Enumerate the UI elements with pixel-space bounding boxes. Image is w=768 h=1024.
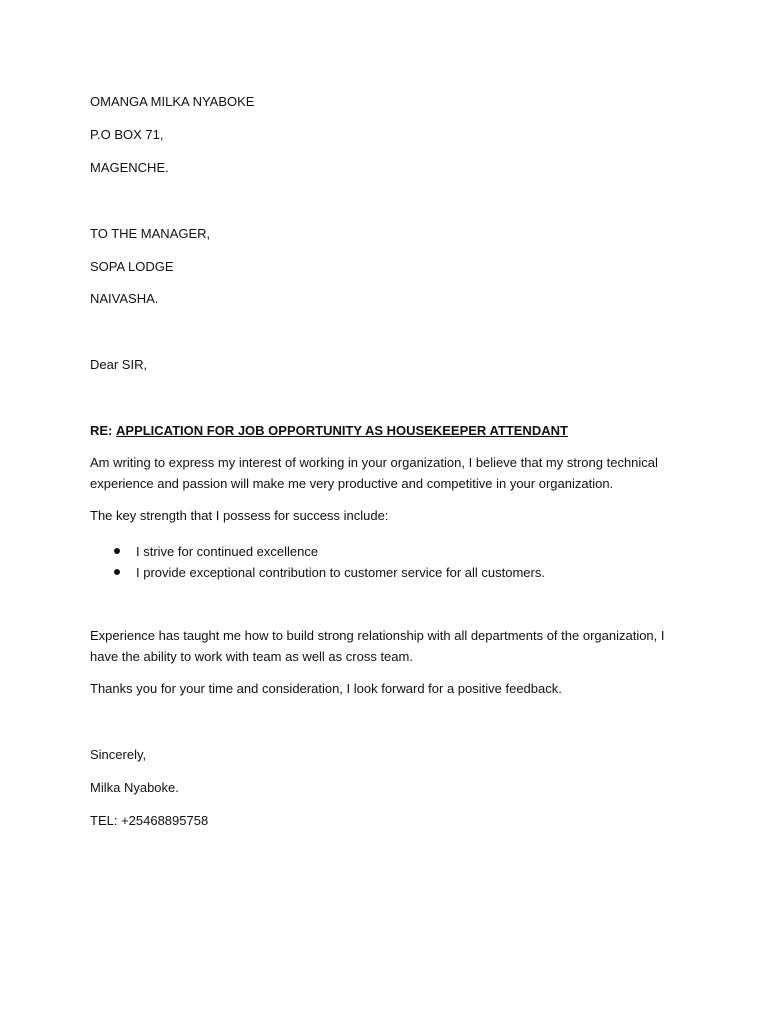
intro-paragraph: Am writing to express my interest of working in your organization, I believe that my strong technical experience and passion will make me very productive and competitive in your organization.	[90, 455, 658, 491]
subject-label: RE:	[90, 423, 113, 438]
signature-name: Milka Nyaboke.	[90, 780, 179, 795]
list-item	[90, 541, 690, 562]
recipient-town: NAIVASHA.	[90, 291, 159, 306]
telephone: TEL: +25468895758	[90, 813, 209, 828]
list-item-text: I provide exceptional contribution to customer service for all customers.	[136, 565, 545, 580]
sender-name: OMANGA MILKA NYABOKE	[90, 94, 255, 109]
bullet-icon	[114, 548, 120, 554]
thanks-paragraph: Thanks you for your time and consideration, I look forward for a positive feedback.	[90, 681, 562, 696]
experience-paragraph: Experience has taught me how to build strong relationship with all departments of the organization, I have the ability to work with team as well as cross team.	[90, 628, 665, 664]
list-item-text: I strive for continued excellence	[136, 544, 319, 559]
recipient-company: SOPA LODGE	[90, 259, 174, 274]
bullet-icon	[114, 569, 120, 575]
sender-po-box: P.O BOX 71,	[90, 127, 164, 142]
subject-line	[90, 423, 568, 439]
strengths-intro: The key strength that I possess for success include:	[90, 508, 389, 523]
strengths-list	[90, 541, 690, 583]
closing-signoff: Sincerely,	[90, 747, 147, 762]
sender-town: MAGENCHE.	[90, 160, 169, 175]
recipient-title: TO THE MANAGER,	[90, 226, 211, 241]
salutation: Dear SIR,	[90, 357, 148, 372]
list-item	[90, 562, 690, 583]
subject-text: APPLICATION FOR JOB OPPORTUNITY AS HOUSEKEEPER ATTENDANT	[116, 423, 568, 438]
